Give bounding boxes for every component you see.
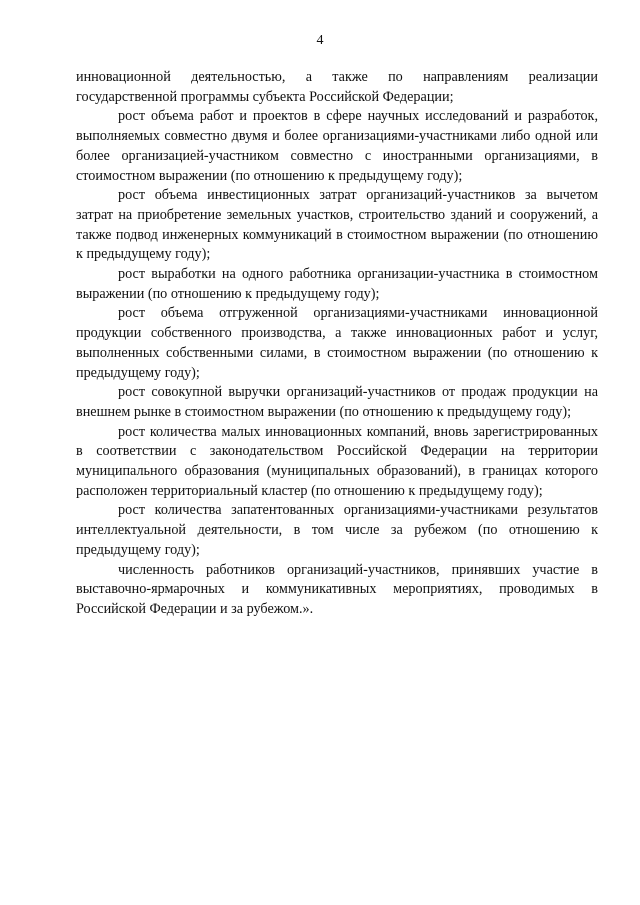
paragraph-small-companies: рост количества малых инновационных компаний, вновь зарегистрированных в соответствии с законодательством Российской Федерации на территории муниципального образования (муниципальных образований), в границах которого расположен территориальный кластер (по отношению к предыдущему году); [76, 423, 598, 499]
page-number: 4 [316, 33, 324, 48]
paragraph-investment-costs: рост объема инвестиционных затрат организаций-участников за вычетом затрат на приобретение земельных участков, строительство зданий и сооружений, а также подвод инженерных коммуникаций в стоимостном выражении (по отношению к предыдущему году); [76, 187, 598, 263]
paragraph-exhibition-participants: численность работников организаций-участников, принявших участие в выставочно-ярмарочных и коммуникативных мероприятиях, проводимых в Российской Федерации и за рубежом.». [76, 561, 598, 617]
paragraph-external-revenue: рост совокупной выручки организаций-участников от продаж продукции на внешнем рынке в стоимостном выражении (по отношению к предыдущему году); [76, 384, 598, 420]
document-body [76, 68, 598, 620]
paragraph-output-per-worker: рост выработки на одного работника организации-участника в стоимостном выражении (по отношению к предыдущему году); [76, 266, 598, 302]
paragraph-research-projects: рост объема работ и проектов в сфере научных исследований и разработок, выполняемых совместно двумя и более организациями-участниками либо одной или более организацией-участником совместно с иностранными организациями, в стоимостном выражении (по отношению к предыдущему году); [76, 108, 598, 184]
paragraph-continuation: инновационной деятельностью, а также по направлениям реализации государственной программы субъекта Российской Федерации; [76, 69, 598, 105]
paragraph-innovative-products: рост объема отгруженной организациями-участниками инновационной продукции собственного производства, а также инновационных работ и услуг, выполненных собственными силами, в стоимостном выражении (по отношению к предыдущему году); [76, 305, 598, 381]
paragraph-patented-results: рост количества запатентованных организациями-участниками результатов интеллектуальной деятельности, в том числе за рубежом (по отношению к предыдущему году); [76, 502, 598, 558]
